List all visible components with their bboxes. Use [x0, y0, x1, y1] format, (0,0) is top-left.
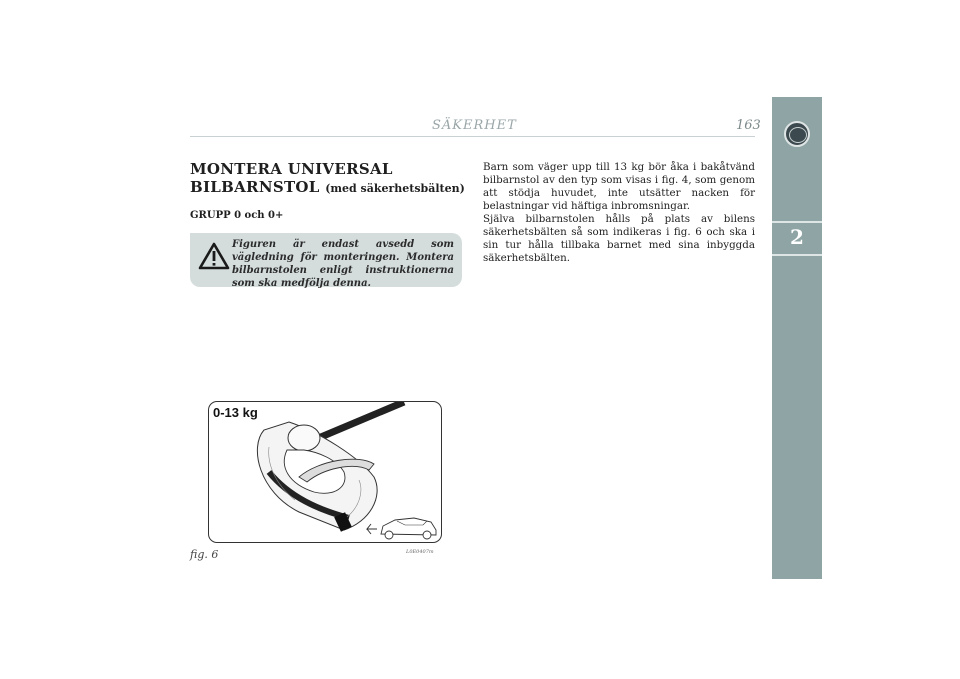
figure-illustration — [208, 401, 442, 543]
sidebar-divider — [772, 221, 822, 223]
figure-code: L0E0407m — [406, 549, 434, 555]
chapter-number: 2 — [790, 225, 804, 249]
header-divider — [190, 136, 755, 137]
body-text — [483, 161, 755, 265]
warning-box — [190, 233, 462, 287]
group-label: GRUPP 0 och 0+ — [190, 210, 284, 221]
body-paragraph: Själva bilbarnstolen hålls på plats av bilens säkerhetsbälten så som indikeras i fig. 6 och ska i sin tur hålla tillbaka barnet med sina inbyggda säkerhetsbälten. — [483, 213, 755, 264]
page-title — [190, 160, 465, 198]
lancia-logo-icon — [784, 121, 810, 147]
warning-text: Figuren är endast avsedd som vägledning för monteringen. Montera bilbarnstolen enligt instruktionerna som ska medfölja denna. — [232, 239, 454, 289]
warning-triangle-icon — [198, 242, 230, 270]
title-line-1: MONTERA UNIVERSAL — [190, 160, 393, 178]
title-line-2: BILBARNSTOL — [190, 178, 320, 196]
section-title: SÄKERHET — [432, 118, 517, 133]
figure-caption: fig. 6 — [190, 548, 219, 561]
child-seat-drawing — [209, 402, 443, 544]
weight-label: 0-13 kg — [213, 405, 258, 420]
body-paragraph: Barn som väger upp till 13 kg bör åka i bakåtvänd bilbarnstol av den typ som visas i fig. 4, som genom att stödja huvudet, inte utsätter nacken för belastningar vid häftiga inbromsningar. — [483, 161, 755, 212]
page-number: 163 — [736, 118, 761, 133]
sidebar-divider — [772, 254, 822, 256]
title-subtitle: (med säkerhetsbälten) — [325, 182, 465, 195]
chapter-sidebar — [772, 97, 822, 579]
